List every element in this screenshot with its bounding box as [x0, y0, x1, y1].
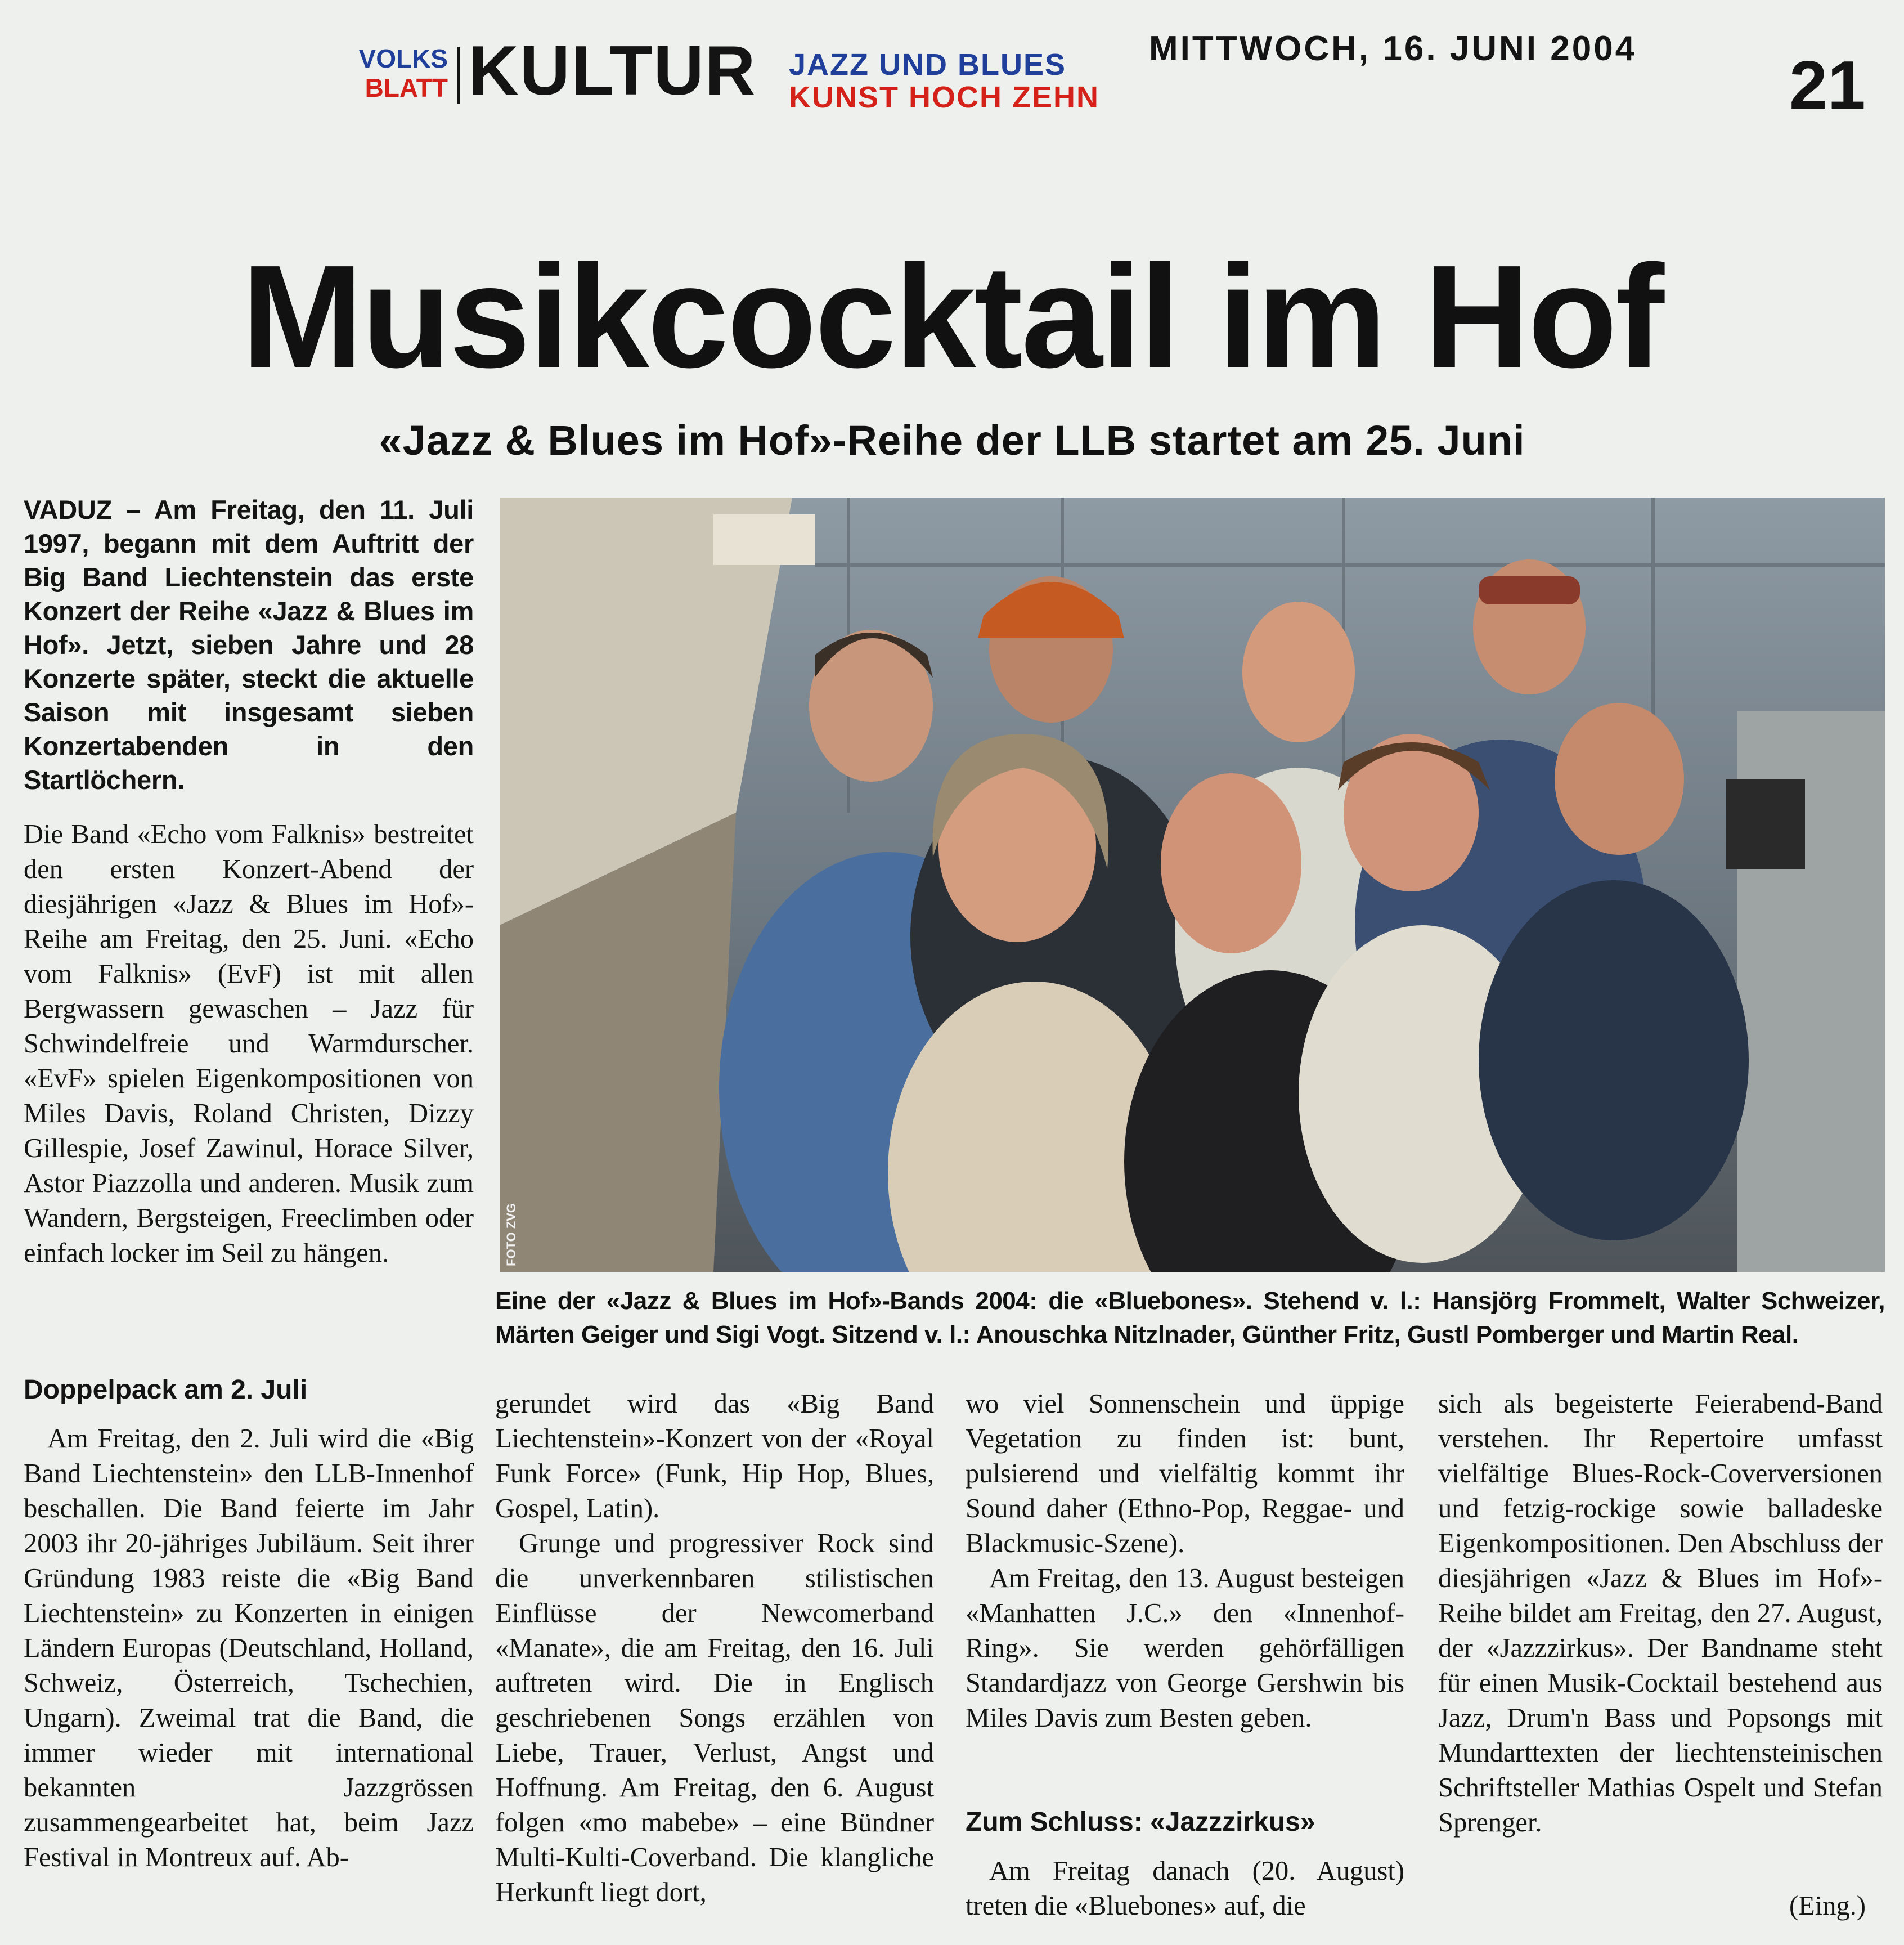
- article-subheadline: «Jazz & Blues im Hof»-Reihe der LLB startet am 25. Juni: [379, 417, 1525, 464]
- crosshead-jazzzirkus: Zum Schluss: «Jazzzirkus»: [966, 1807, 1315, 1837]
- body-paragraph: Am Freitag danach (20. August) treten die «Bluebones» auf, die: [966, 1856, 1404, 1921]
- section-subtitle: [789, 48, 1099, 114]
- logo-volks: VOLKS: [358, 44, 448, 73]
- article-signoff: (Eing.): [1789, 1891, 1866, 1921]
- newspaper-logo: [335, 44, 448, 102]
- page-number: 21: [1789, 47, 1866, 123]
- body-paragraph: wo viel Sonnenschein und üppige Vegetation zu finden ist: bunt, pulsierend und vielfältig kommt ihr Sound daher (Ethno-Pop, Reggae- und Blackmusic-Szene).: [966, 1389, 1404, 1558]
- body-paragraph: Grunge und progressiver Rock sind die unverkennbaren stilistischen Einflüsse der Newcomerband «Manate», die am Freitag, den 16. Juli auftreten wird. Die in Englisch geschriebenen Songs erzählen von Liebe, Trauer, Verlust, Angst und Hoffnung. Am Freitag, den 6. August folgen «mo mabebe» – eine Bündner Multi-Kulti-Coverband. Die klangliche Herkunft liegt dort,: [495, 1529, 934, 1907]
- article-headline: Musikcocktail im Hof: [241, 235, 1663, 398]
- logo-blatt: BLATT: [365, 73, 448, 102]
- section-title: KULTUR: [468, 32, 757, 110]
- band-photo: [500, 498, 1885, 1272]
- photo-credit-text: FOTO ZVG: [504, 1203, 518, 1266]
- body-paragraph: gerundet wird das «Big Band Liechtenstein»-Konzert von der «Royal Funk Force» (Funk, Hip Hop, Blues, Gospel, Latin).: [495, 1389, 934, 1523]
- body-column-2: [495, 1387, 934, 1910]
- article-intro: Die Band «Echo vom Falknis» bestreitet den ersten Konzert-Abend der diesjährigen «Jazz & Blues im Hof»-Reihe am Freitag, den 25. Juni. «Echo vom Falknis» (EvF) ist mit allen Bergwassern gewaschen – Jazz für Schwindelfreie und Warmdurscher. «EvF» spielen Eigenkompositionen von Miles Davis, Roland Christen, Dizzy Gillespie, Josef Zawinul, Horace Silver, Astor Piazzolla und anderen. Musik zum Wandern, Bergsteigen, Freeclimben oder einfach locker im Seil zu hängen.: [24, 819, 474, 1268]
- section-subtitle-line2: KUNST HOCH ZEHN: [789, 80, 1099, 114]
- crosshead-doppelpack: Doppelpack am 2. Juli: [24, 1375, 308, 1405]
- masthead-divider: [457, 47, 460, 104]
- article-lead: VADUZ – Am Freitag, den 11. Juli 1997, begann mit dem Auftritt der Big Band Liechtenstein das erste Konzert der Reihe «Jazz & Blues im Hof». Jetzt, sieben Jahre und 28 Konzerte später, steckt die aktuelle Saison mit insgesamt sieben Konzertabenden in den Startlöchern.: [24, 495, 474, 795]
- section-subtitle-line1: JAZZ UND BLUES: [789, 48, 1067, 82]
- body-column-3: [966, 1387, 1404, 1736]
- body-column-4: sich als begeisterte Feierabend-Band verstehen. Ihr Repertoire umfasst vielfältige Blues-Rock-Coverversionen und fetzig-rockige sowie balladeske Eigenkompositionen. Den Abschluss der diesjährigen «Jazz & Blues im Hof»-Reihe bildet am Freitag, den 27. August, der «Jazzzirkus». Der Bandname steht für einen Musik-Cocktail bestehend aus Jazz, Drum'n Bass und Popsongs mit Mundarttexten der liechtensteinischen Schriftsteller Mathias Ospelt und Stefan Sprenger.: [1438, 1389, 1883, 1838]
- issue-date: MITTWOCH, 16. JUNI 2004: [1149, 29, 1637, 68]
- photo-credit: [504, 1187, 524, 1266]
- body-column-1: [24, 1422, 474, 1875]
- photo-caption: Eine der «Jazz & Blues im Hof»-Bands 2004: die «Bluebones». Stehend v. l.: Hansjörg Frommelt, Walter Schweizer, Märten Geiger und Sigi Vogt. Sitzend v. l.: Anouschka Nitzlnader, Günther Fritz, Gustl Pomberger und Martin Real.: [495, 1287, 1885, 1348]
- band-photo-illustration: [500, 498, 1885, 1272]
- body-paragraph: Am Freitag, den 2. Juli wird die «Big Band Liechtenstein» den LLB-Innenhof beschallen. Die Band feierte im Jahr 2003 ihr 20-jähriges Jubiläum. Seit ihrer Gründung 1983 reiste die «Big Band Liechtenstein» zu Konzerten in einigen Ländern Europas (Deutschland, Holland, Schweiz, Österreich, Tschechien, Ungarn). Zweimal trat die Band, die immer wieder mit international bekannten Jazzgrössen zusammengearbeitet hat, beim Jazz Festival in Montreux auf. Ab-: [24, 1424, 474, 1872]
- body-paragraph: Am Freitag, den 13. August besteigen «Manhatten J.C.» den «Innenhof-Ring». Sie werden gehörfälligen Standardjazz von George Gershwin bis Miles Davis zum Besten geben.: [966, 1563, 1404, 1733]
